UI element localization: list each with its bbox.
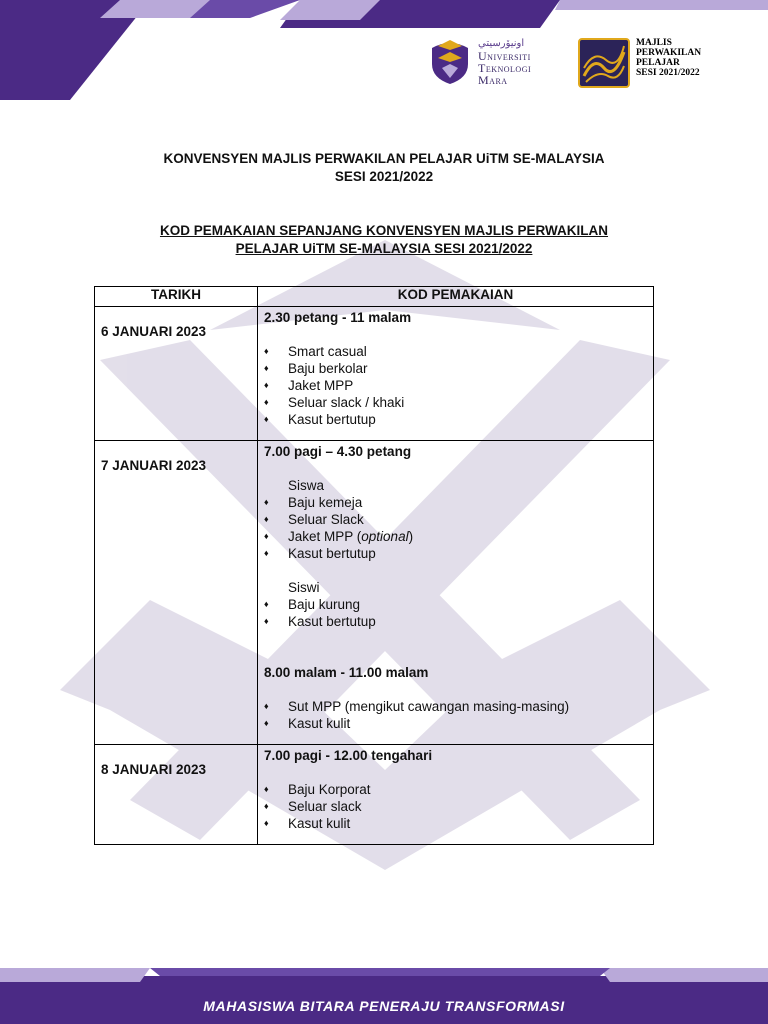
bottom-banner (0, 968, 768, 1024)
table-row (95, 307, 654, 441)
list-item: ♦ Baju kemeja (264, 494, 647, 511)
subtitle-line2: PELAJAR UiTM SE-MALAYSIA SESI 2021/2022 (235, 241, 533, 256)
list-item: ♦ Sut MPP (mengikut cawangan masing-masing) (264, 698, 647, 715)
list-item (264, 528, 647, 545)
title-line2: SESI 2021/2022 (334, 169, 434, 184)
title-line1: KONVENSYEN MAJLIS PERWAKILAN PELAJAR UiTM SE-MALAYSIA (163, 151, 605, 166)
date-cell: 8 JANUARI 2023 (95, 745, 258, 845)
document-title (0, 150, 768, 186)
date-cell: 6 JANUARI 2023 (95, 307, 258, 441)
uitm-name-line2: Teknologi (478, 61, 532, 75)
list-item: ♦ Baju berkolar (264, 360, 647, 377)
mpp-line2: PERWAKILAN (636, 48, 702, 58)
footer-slogan: MAHASISWA BITARA PENERAJU TRANSFORMASI (203, 998, 565, 1014)
mpp-emblem-icon (578, 38, 630, 88)
list-item: ♦ Seluar slack / khaki (264, 394, 647, 411)
uitm-name-line1: Universiti (478, 49, 531, 63)
list-item: ♦ Smart casual (264, 343, 647, 360)
list-item: ♦ Seluar Slack (264, 511, 647, 528)
list-item: ♦ Seluar slack (264, 798, 647, 815)
list-item: ♦ Kasut bertutup (264, 545, 647, 562)
list-item: ♦ Baju kurung (264, 596, 647, 613)
dress-list (264, 494, 647, 562)
dress-list (264, 781, 647, 832)
header-kod-pemakaian: KOD PEMAKAIAN (258, 287, 654, 307)
table-header-row (95, 287, 654, 307)
item-text: Jaket MPP ( (288, 529, 362, 544)
uitm-crest-icon (428, 38, 472, 84)
mpp-logo (578, 38, 701, 88)
time-slot: 2.30 petang - 11 malam (264, 310, 412, 325)
list-item: ♦ Kasut bertutup (264, 411, 647, 428)
time-slot: 7.00 pagi – 4.30 petang (264, 444, 412, 459)
mpp-line3: PELAJAR (636, 58, 680, 68)
table-row (95, 745, 654, 845)
dress-cell (258, 745, 654, 845)
dress-cell (258, 441, 654, 745)
list-item: ♦ Kasut kulit (264, 715, 647, 732)
uitm-jawi-text: ﺍﻭﻧﻴﯚﺭﺳﻴﺘﻲ (478, 38, 525, 49)
date-cell: 7 JANUARI 2023 (95, 441, 258, 745)
list-item: ♦ Jaket MPP (264, 377, 647, 394)
item-text-close: ) (408, 529, 414, 544)
list-item: ♦ Kasut kulit (264, 815, 647, 832)
document-subtitle (0, 222, 768, 258)
time-slot: 7.00 pagi - 12.00 tengahari (264, 748, 433, 763)
dress-code-table (94, 286, 654, 845)
uitm-logo (428, 38, 531, 86)
siswi-label: Siswi (288, 580, 320, 595)
time-slot: 8.00 malam - 11.00 malam (264, 665, 429, 680)
dress-cell (258, 307, 654, 441)
dress-list (264, 698, 647, 732)
table-row (95, 441, 654, 745)
mpp-line1: MAJLIS (636, 38, 672, 48)
header-tarikh: TARIKH (95, 287, 258, 307)
mpp-line4: SESI 2021/2022 (636, 68, 700, 78)
item-optional-text: optional (361, 529, 409, 544)
dress-list (264, 596, 647, 630)
uitm-name-line3: Mara (478, 73, 508, 87)
siswa-label: Siswa (288, 478, 325, 493)
subtitle-line1: KOD PEMAKAIAN SEPANJANG KONVENSYEN MAJLIS PERWAKILAN (159, 223, 609, 238)
dress-list (264, 343, 647, 428)
list-item: ♦ Baju Korporat (264, 781, 647, 798)
list-item: ♦ Kasut bertutup (264, 613, 647, 630)
